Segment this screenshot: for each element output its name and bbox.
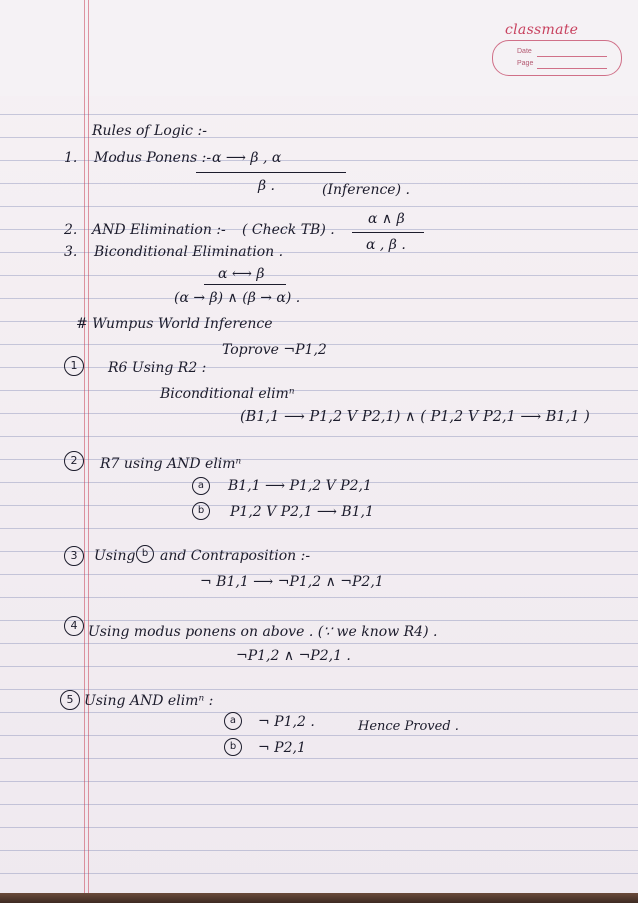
wumpus-heading: # Wumpus World Inference (76, 316, 273, 332)
step4-expression: ¬P1,2 ∧ ¬P2,1 . (236, 648, 351, 664)
step1-expression: (B1,1 ⟶ P1,2 V P2,1) ∧ ( P1,2 V P2,1 ⟶ B1,1 ) (240, 409, 590, 425)
rule3-inference-line (204, 284, 286, 285)
step1-subtitle: Biconditional elimⁿ (160, 386, 295, 402)
step2-a-expression: B1,1 ⟶ P1,2 V P2,1 (228, 478, 372, 494)
margin-line-right (88, 0, 89, 893)
step4-number-circle: 4 (64, 616, 84, 636)
page-label: Page (517, 60, 534, 67)
to-prove: Toprove ¬P1,2 (222, 342, 327, 358)
brand-logo: classmate (505, 22, 579, 38)
step2-a-circle: a (192, 477, 210, 495)
step4-title: Using modus ponens on above . (∵ we know R4) . (88, 624, 438, 640)
step3-title-suffix: and Contraposition :- (160, 548, 311, 564)
page-line (537, 68, 607, 69)
date-page-box (492, 40, 622, 76)
step3-title-prefix: Using (94, 548, 136, 564)
rule2-premise: α ∧ β (368, 211, 405, 227)
rule2-note: ( Check TB) . (242, 222, 335, 238)
step1-title: R6 Using R2 : (108, 360, 207, 376)
step5-a-circle: a (224, 712, 242, 730)
rule1-note: (Inference) . (322, 182, 410, 198)
hence-proved: Hence Proved . (358, 719, 459, 734)
rule1-conclusion: β . (258, 178, 275, 194)
step3-ref-circle: b (136, 545, 154, 563)
step5-number-circle: 5 (60, 690, 80, 710)
rule2-name: AND Elimination :- (92, 222, 226, 238)
rule2-conclusion: α , β . (366, 237, 406, 253)
rules-heading: Rules of Logic :- (92, 123, 207, 139)
rule3-name: Biconditional Elimination . (94, 244, 284, 260)
step2-number-circle: 2 (64, 451, 84, 471)
step2-b-circle: b (192, 502, 210, 520)
rule2-inference-line (352, 232, 424, 233)
margin-line-left (84, 0, 85, 893)
date-line (537, 56, 607, 57)
step2-b-expression: P1,2 V P2,1 ⟶ B1,1 (230, 504, 374, 520)
step1-number-circle: 1 (64, 356, 84, 376)
step5-title: Using AND elimⁿ : (84, 693, 214, 709)
rule1-name: Modus Ponens :- (94, 150, 212, 166)
rule3-conclusion: (α → β) ∧ (β → α) . (174, 290, 301, 306)
step3-number-circle: 3 (64, 546, 84, 566)
step3-expression: ¬ B1,1 ⟶ ¬P1,2 ∧ ¬P2,1 (200, 574, 384, 590)
step5-a-expression: ¬ P1,2 . (258, 714, 315, 730)
date-label: Date (517, 48, 532, 55)
step5-b-expression: ¬ P2,1 (258, 740, 306, 756)
rule3-premise: α ⟷ β (218, 266, 265, 282)
rule3-number: 3. (64, 244, 78, 260)
step2-title: R7 using AND elimⁿ (100, 456, 242, 472)
rule1-premise: α ⟶ β , α (212, 150, 282, 166)
rule2-number: 2. (64, 222, 78, 238)
rule1-number: 1. (64, 150, 78, 166)
step5-b-circle: b (224, 738, 242, 756)
rule1-inference-line (196, 172, 346, 173)
